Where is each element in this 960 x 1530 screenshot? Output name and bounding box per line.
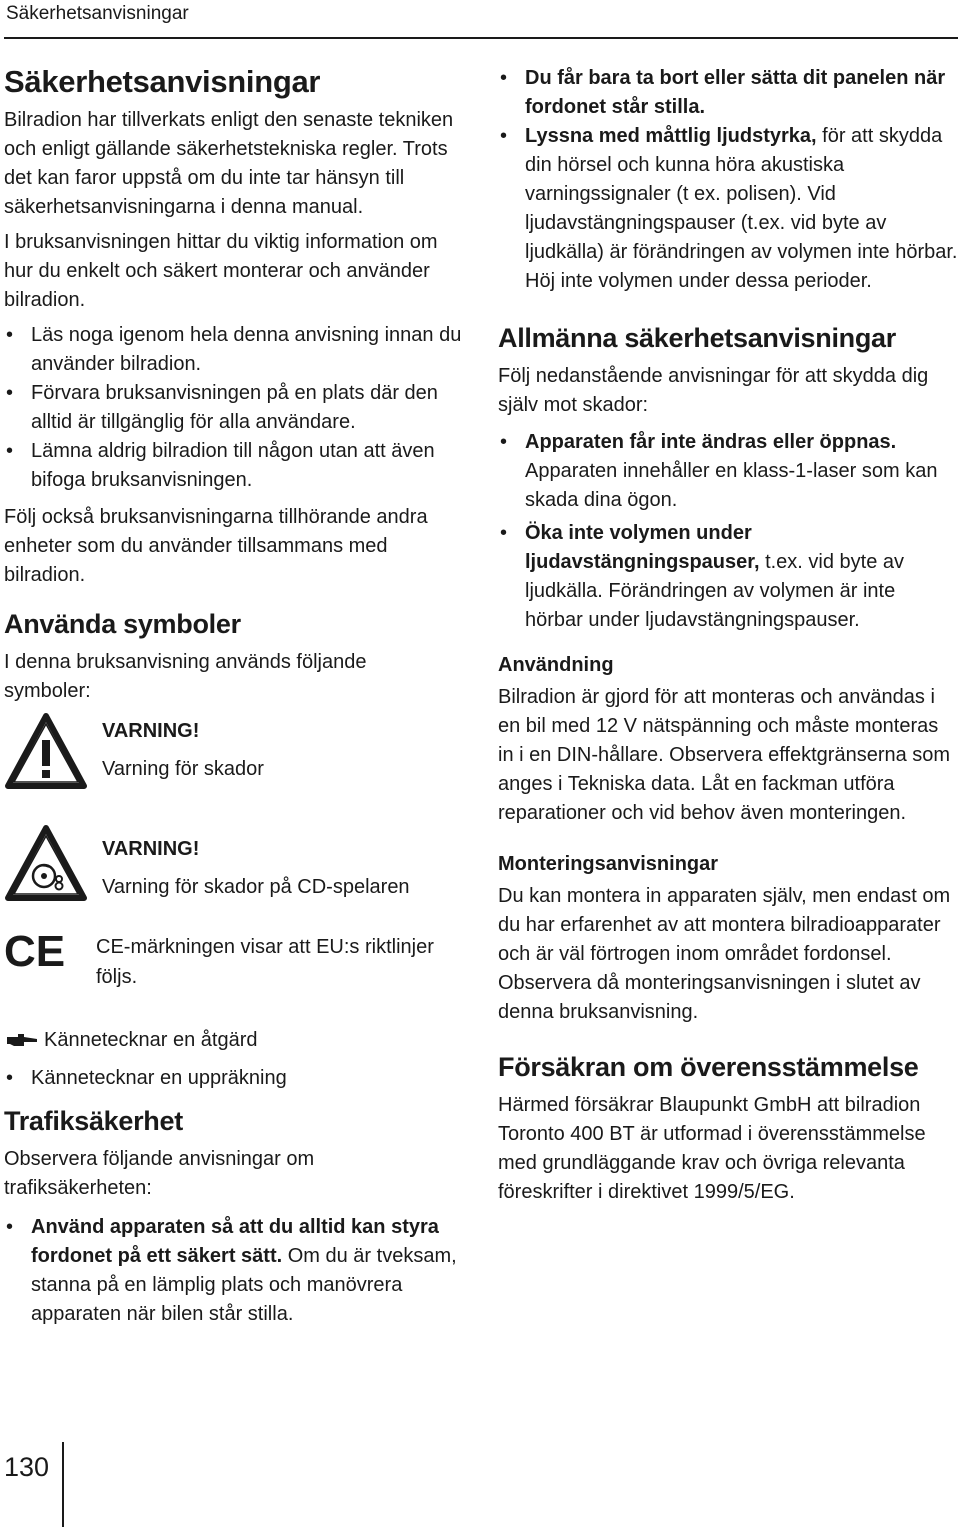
traffic-heading: Trafiksäkerhet [4, 1106, 183, 1136]
warning-symbol-row [4, 712, 466, 830]
list-item: • Använd apparaten så att du alltid kan styra fordonet på ett säkert sätt. Om du är tveksam, stanna på en lämplig plats och manövrera apparaten när bilen står stilla. [6, 1216, 457, 1325]
instruction-list [4, 321, 466, 495]
conformity-paragraph: Härmed försäkrar Blaupunkt GmbH att bilradion Toronto 400 BT är utformad i överensstämmelse med grundläggande krav och övriga relevanta föreskrifter i direktivet 1999/5/EG. [498, 1094, 926, 1203]
action-symbol-row [4, 1026, 466, 1064]
action-description: Kännetecknar en åtgärd [44, 1029, 258, 1051]
page-number-bar [62, 1442, 64, 1527]
intro-paragraph-2: I bruksanvisningen hittar du viktig information om hur du enkelt och säkert monterar och använder bilradion. [4, 231, 438, 311]
page-title: Säkerhetsanvisningar [4, 64, 321, 99]
symbols-intro: I denna bruksanvisning används följande symboler: [4, 651, 367, 702]
svg-text:CE: CE [4, 927, 66, 976]
cd-warning-title: VARNING! [102, 838, 200, 860]
cd-warning-description: Varning för skador på CD-spelaren [102, 876, 410, 898]
list-item: • Lyssna med måttlig ljudstyrka, för att skydda din hörsel och kunna höra akustiska varningssignaler (t ex. polisen). Vid ljudavstängningspauser (t.ex. vid byte av ljudkälla) är förändringen av volymen inte hörbar. Höj inte volymen under dessa perioder. [500, 125, 958, 292]
list-item: • Öka inte volymen under ljudavstängningspauser, t.ex. vid byte av ljudkälla. Förändringen av volymen är inte hörbar under ljudavstängningspauser. [500, 522, 905, 631]
running-header: Säkerhetsanvisningar [6, 3, 189, 24]
list-item: • Du får bara ta bort eller sätta dit panelen när fordonet står stilla. [500, 67, 946, 118]
conformity-heading: Försäkran om överensstämmelse [498, 1052, 919, 1082]
list-item: • Kännetecknar en uppräkning [6, 1067, 287, 1089]
traffic-list [4, 1213, 466, 1329]
usage-heading: Användning [498, 654, 614, 676]
symbols-heading: Använda symboler [4, 609, 241, 639]
general-list [498, 428, 958, 635]
cd-warning-symbol-row [4, 830, 466, 928]
left-column [4, 64, 466, 1337]
usage-paragraph: Bilradion är gjord för att monteras och användas i en bil med 12 V nätspänning och måste monteras in i en DIN-hållare. Observera effektgränserna som anges i Tekniska data. Låt en fackman utföra reparationer och vid behov även monteringen. [498, 686, 951, 824]
mounting-heading: Monteringsanvisningar [498, 853, 719, 875]
panel-list [498, 64, 958, 296]
header-rule [4, 37, 958, 39]
intro-paragraph-1: Bilradion har tillverkats enligt den senaste tekniken och enligt gällande säkerhetstekniska regler. Trots det kan faror uppstå om du inte tar hänsyn till säkerhetsanvisningarna i denna manual. [4, 109, 454, 218]
cd-warning-triangle-icon [4, 824, 88, 902]
general-heading: Allmänna säkerhetsanvisningar [498, 323, 896, 353]
page-number: 130 [4, 1452, 50, 1482]
right-column [498, 64, 958, 1213]
mounting-paragraph: Du kan montera in apparaten själv, men endast om du har erfarenhet av att montera bilradioapparater och är väl förtrogen inom området fordonsel. Observera då monteringsanvisningen i slutet av denna bruksanvisning. [498, 885, 951, 1023]
list-item: • Apparaten får inte ändras eller öppnas. Apparaten innehåller en klass-1-laser som kan skada dina ögon. [500, 431, 938, 511]
enum-symbol-row [4, 1064, 466, 1093]
ce-symbol-row [4, 928, 466, 1026]
ce-mark-icon [4, 927, 66, 976]
pointing-hand-icon [6, 1033, 38, 1049]
warning-title: VARNING! [102, 720, 200, 742]
list-item: • Förvara bruksanvisningen på en plats där den alltid är tillgänglig för alla användare. [6, 382, 438, 433]
list-item: • Läs noga igenom hela denna anvisning innan du använder bilradion. [6, 324, 462, 375]
warning-description: Varning för skador [102, 758, 264, 780]
follow-paragraph: Följ också bruksanvisningarna tillhörande andra enheter som du använder tillsammans med bilradion. [4, 506, 428, 586]
warning-triangle-icon [4, 712, 88, 790]
ce-description: CE-märkningen visar att EU:s riktlinjer följs. [96, 936, 434, 988]
traffic-intro: Observera följande anvisningar om trafiksäkerheten: [4, 1148, 315, 1199]
list-item: • Lämna aldrig bilradion till någon utan att även bifoga bruksanvisningen. [6, 440, 435, 491]
general-intro: Följ nedanstående anvisningar för att skydda dig själv mot skador: [498, 365, 929, 416]
